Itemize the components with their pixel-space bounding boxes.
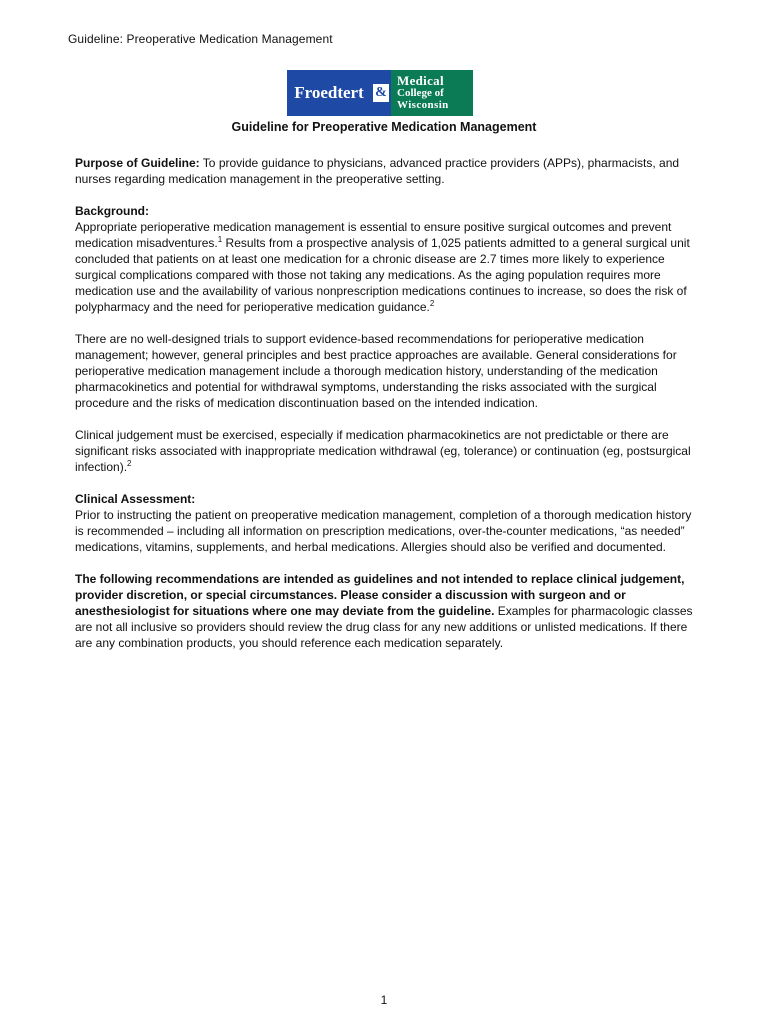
logo-ampersand: & [373,84,389,102]
running-header: Guideline: Preoperative Medication Management [68,32,333,46]
logo-froedtert: Froedtert [287,70,371,116]
froedtert-mcw-logo [287,70,473,116]
citation-2b: 2 [127,459,132,468]
recommendations-bold: The following recommendations are intended as guidelines and not intended to replace clinical judgement, provider discretion, or special circumstances. Please consider a discussion with surgeon and or anesthesiologist for situations where one may deviate from the guideline. [75,572,685,618]
logo-mcw [391,70,473,116]
logo-mcw-line3: Wisconsin [397,99,449,111]
background-p1-text-a: Appropriate perioperative medication management is essential to ensure positive surgical outcomes and prevent medication misadventures. [75,220,672,250]
recommendations-text: Examples for pharmacologic classes are not all inclusive so providers should review the drug class for any new additions or unlisted medications. If there are any combination products, you should reference each medication separately. [75,604,693,650]
logo-mcw-line1: Medical [397,73,444,88]
citation-1: 1 [217,235,223,244]
document-body [75,155,700,667]
background-paragraph-1 [75,219,700,315]
logo-mcw-line2: College of [397,87,444,99]
background-paragraph-3 [75,427,700,475]
background-p1-text-b: Results from a prospective analysis of 1,025 patients admitted to a general surgical unit concluded that patients on at least one medication for a chronic disease are 2.7 times more likely to experience surgical complications compared with those not taking any medications. As the aging population requires more medication use and the availability of various nonprescription medications continues to increase, so does the risk of polypharmacy and the need for perioperative medication guidance. [75,236,690,314]
background-p3-text: Clinical judgement must be exercised, especially if medication pharmacokinetics are not predictable or there are significant risks associated with inappropriate medication withdrawal (eg, tolerance) or continuation (eg, postsurgical infection). [75,428,691,474]
logo-ampersand-box [371,70,391,116]
clinical-heading: Clinical Assessment: [75,492,196,506]
clinical-paragraph: Prior to instructing the patient on preoperative medication management, completion of a thorough medication history is recommended – including all information on prescription medications, over-the-counter medications, “as needed” medications, vitamins, supplements, and herbal medications. Allergies should also be verified and documented. [75,508,692,554]
recommendations-paragraph [75,571,700,651]
purpose-paragraph [75,155,700,187]
purpose-text: To provide guidance to physicians, advanced practice providers (APPs), pharmacists, and nurses regarding medication management in the preoperative setting. [75,156,680,186]
background-heading: Background: [75,204,150,218]
page-number: 1 [380,993,388,1007]
citation-2: 2 [429,299,435,308]
document-title: Guideline for Preoperative Medication Management [231,120,537,134]
background-paragraph-2: There are no well-designed trials to support evidence-based recommendations for perioperative medication management; however, general principles and best practice approaches are available. General considerations for perioperative medication management include a thorough medication history, understanding of the medication pharmacokinetics and potential for withdrawal symptoms, understanding the risks associated with the surgical procedure and the risks of medication discontinuation based on the intended indication. [75,332,677,410]
purpose-label: Purpose of Guideline: [75,156,200,170]
